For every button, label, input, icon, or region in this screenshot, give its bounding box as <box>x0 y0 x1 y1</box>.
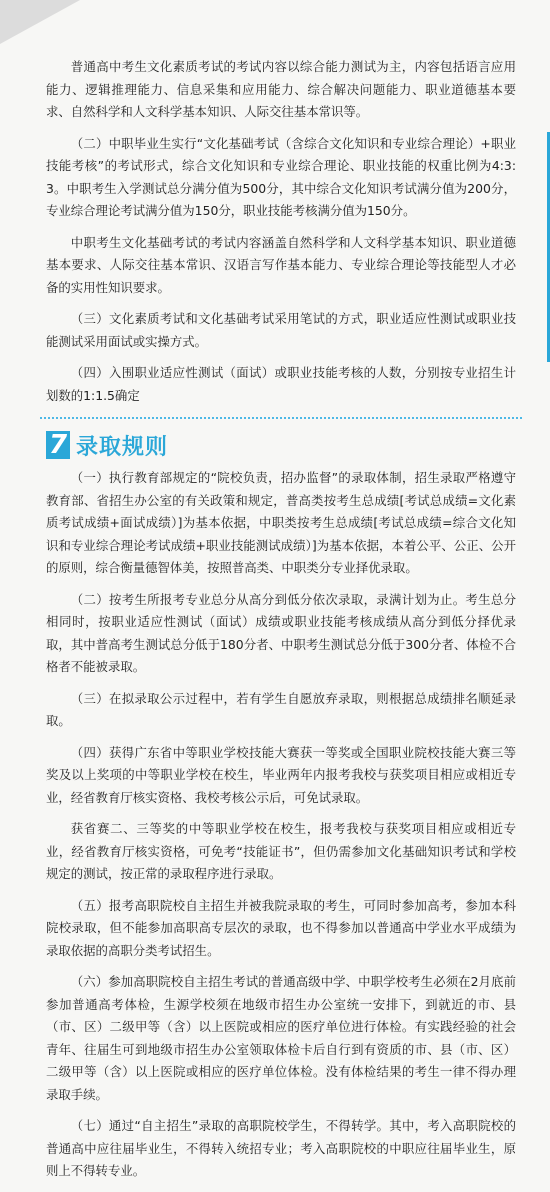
paragraph: 获省赛二、三等奖的中等职业学校在校生，报考我校与获奖项目相应或相近专业，经省教育厅核实资格，可免考“技能证书”，但仍需参加文化基础知识考试和学校规定的测试，按正常的录取程序进行录取。 <box>46 821 516 881</box>
document-body <box>46 56 516 1192</box>
corner-decoration <box>0 0 80 44</box>
paragraph: 中职考生文化基础考试的考试内容涵盖自然科学和人文科学基本知识、职业道德基本要求、人际交往基本常识、汉语言写作基本能力、专业综合理论等技能型人才必备的实用性知识要求。 <box>46 234 516 295</box>
section-title: 录取规则 <box>76 434 169 460</box>
section-header <box>46 429 516 461</box>
section-number-badge: 7 <box>46 431 70 459</box>
paragraph: 普通高中考生文化素质考试的考试内容以综合能力测试为主，内容包括语言应用能力、逻辑推理能力、信息采集和应用能力、综合解决问题能力、职业道德基本要求、自然科学和人文科学基本知识、人际交往基本常识等。 <box>46 59 516 119</box>
paragraph: （三）在拟录取公示过程中，若有学生自愿放弃录取，则根据总成绩排名顺延录取。 <box>46 690 516 728</box>
paragraph: （三）文化素质考试和文化基础考试采用笔试的方式，职业适应性测试或职业技能测试采用面试或实操方式。 <box>46 311 516 349</box>
section-divider <box>40 417 522 419</box>
paragraph: （一）执行教育部规定的“院校负责，招办监督”的录取体制，招生录取严格遵守教育部、省招生办公室的有关政策和规定，普高类按考生总成绩[考试总成绩=文化素质考试成绩+面试成绩）]为基本依据，中职类按考生总成绩[考试总成绩=综合文化知识和专业综合理论考试成绩+职业技能测试成绩）]为基本依据，本着公平、公正、公开的原则，综合衡量德智体美，按照普高类、中职类分专业择优录取。 <box>46 470 516 575</box>
paragraph: （五）报考高职院校自主招生并被我院录取的考生，可同时参加高考，参加本科院校录取，但不能参加高职高专层次的录取，也不得参加以普通高中学业水平成绩为录取依据的高职分类考试招生。 <box>46 897 516 958</box>
paragraph: （二）中职毕业生实行“文化基础考试（含综合文化知识和专业综合理论）+职业技能考核”的考试形式，综合文化知识和专业综合理论、职业技能的权重比例为4:3:3。中职考生入学测试总分满分值为500分，其中综合文化知识考试满分值为200分，专业综合理论考试满分值为150分，职业技能考核满分值为150分。 <box>46 135 516 218</box>
paragraph: （四）入围职业适应性测试（面试）或职业技能考核的人数，分别按专业招生计划数的1:1.5确定 <box>46 365 516 403</box>
paragraph: （二）按考生所报考专业总分从高分到低分依次录取，录满计划为止。考生总分相同时，按职业适应性测试（面试）成绩或职业技能考核成绩从高分到低分择优录取，其中普高考生测试总分低于180分者、中职考生测试总分低于300分者、体检不合格者不能被录取。 <box>46 591 516 674</box>
paragraph: （七）通过“自主招生”录取的高职院校学生，不得转学。其中，考入高职院校的普通高中应往届毕业生，不得转入统招专业；考入高职院校的中职应往届毕业生，原则上不得转专业。 <box>46 1118 516 1178</box>
paragraph: （六）参加高职院校自主招生考试的普通高级中学、中职学校考生必须在2月底前参加普通高考体检，生源学校须在地级市招生办公室统一安排下，到就近的市、县（市、区）二级甲等（含）以上医院或相应的医疗单位进行体检。有实践经验的社会青年、往届生可到地级市招生办公室领取体检卡后自行到有资质的市、县（市、区）二级甲等（含）以上医院或相应的医疗单位体检。没有体检结果的考生一律不得办理录取手续。 <box>46 974 516 1102</box>
paragraph: （四）获得广东省中等职业学校技能大赛获一等奖或全国职业院校技能大赛三等奖及以上奖项的中等职业学校在校生，毕业两年内报考我校与获奖项目相应或相近专业，经省教育厅核实资格、我校考核公示后，可免试录取。 <box>46 744 516 805</box>
